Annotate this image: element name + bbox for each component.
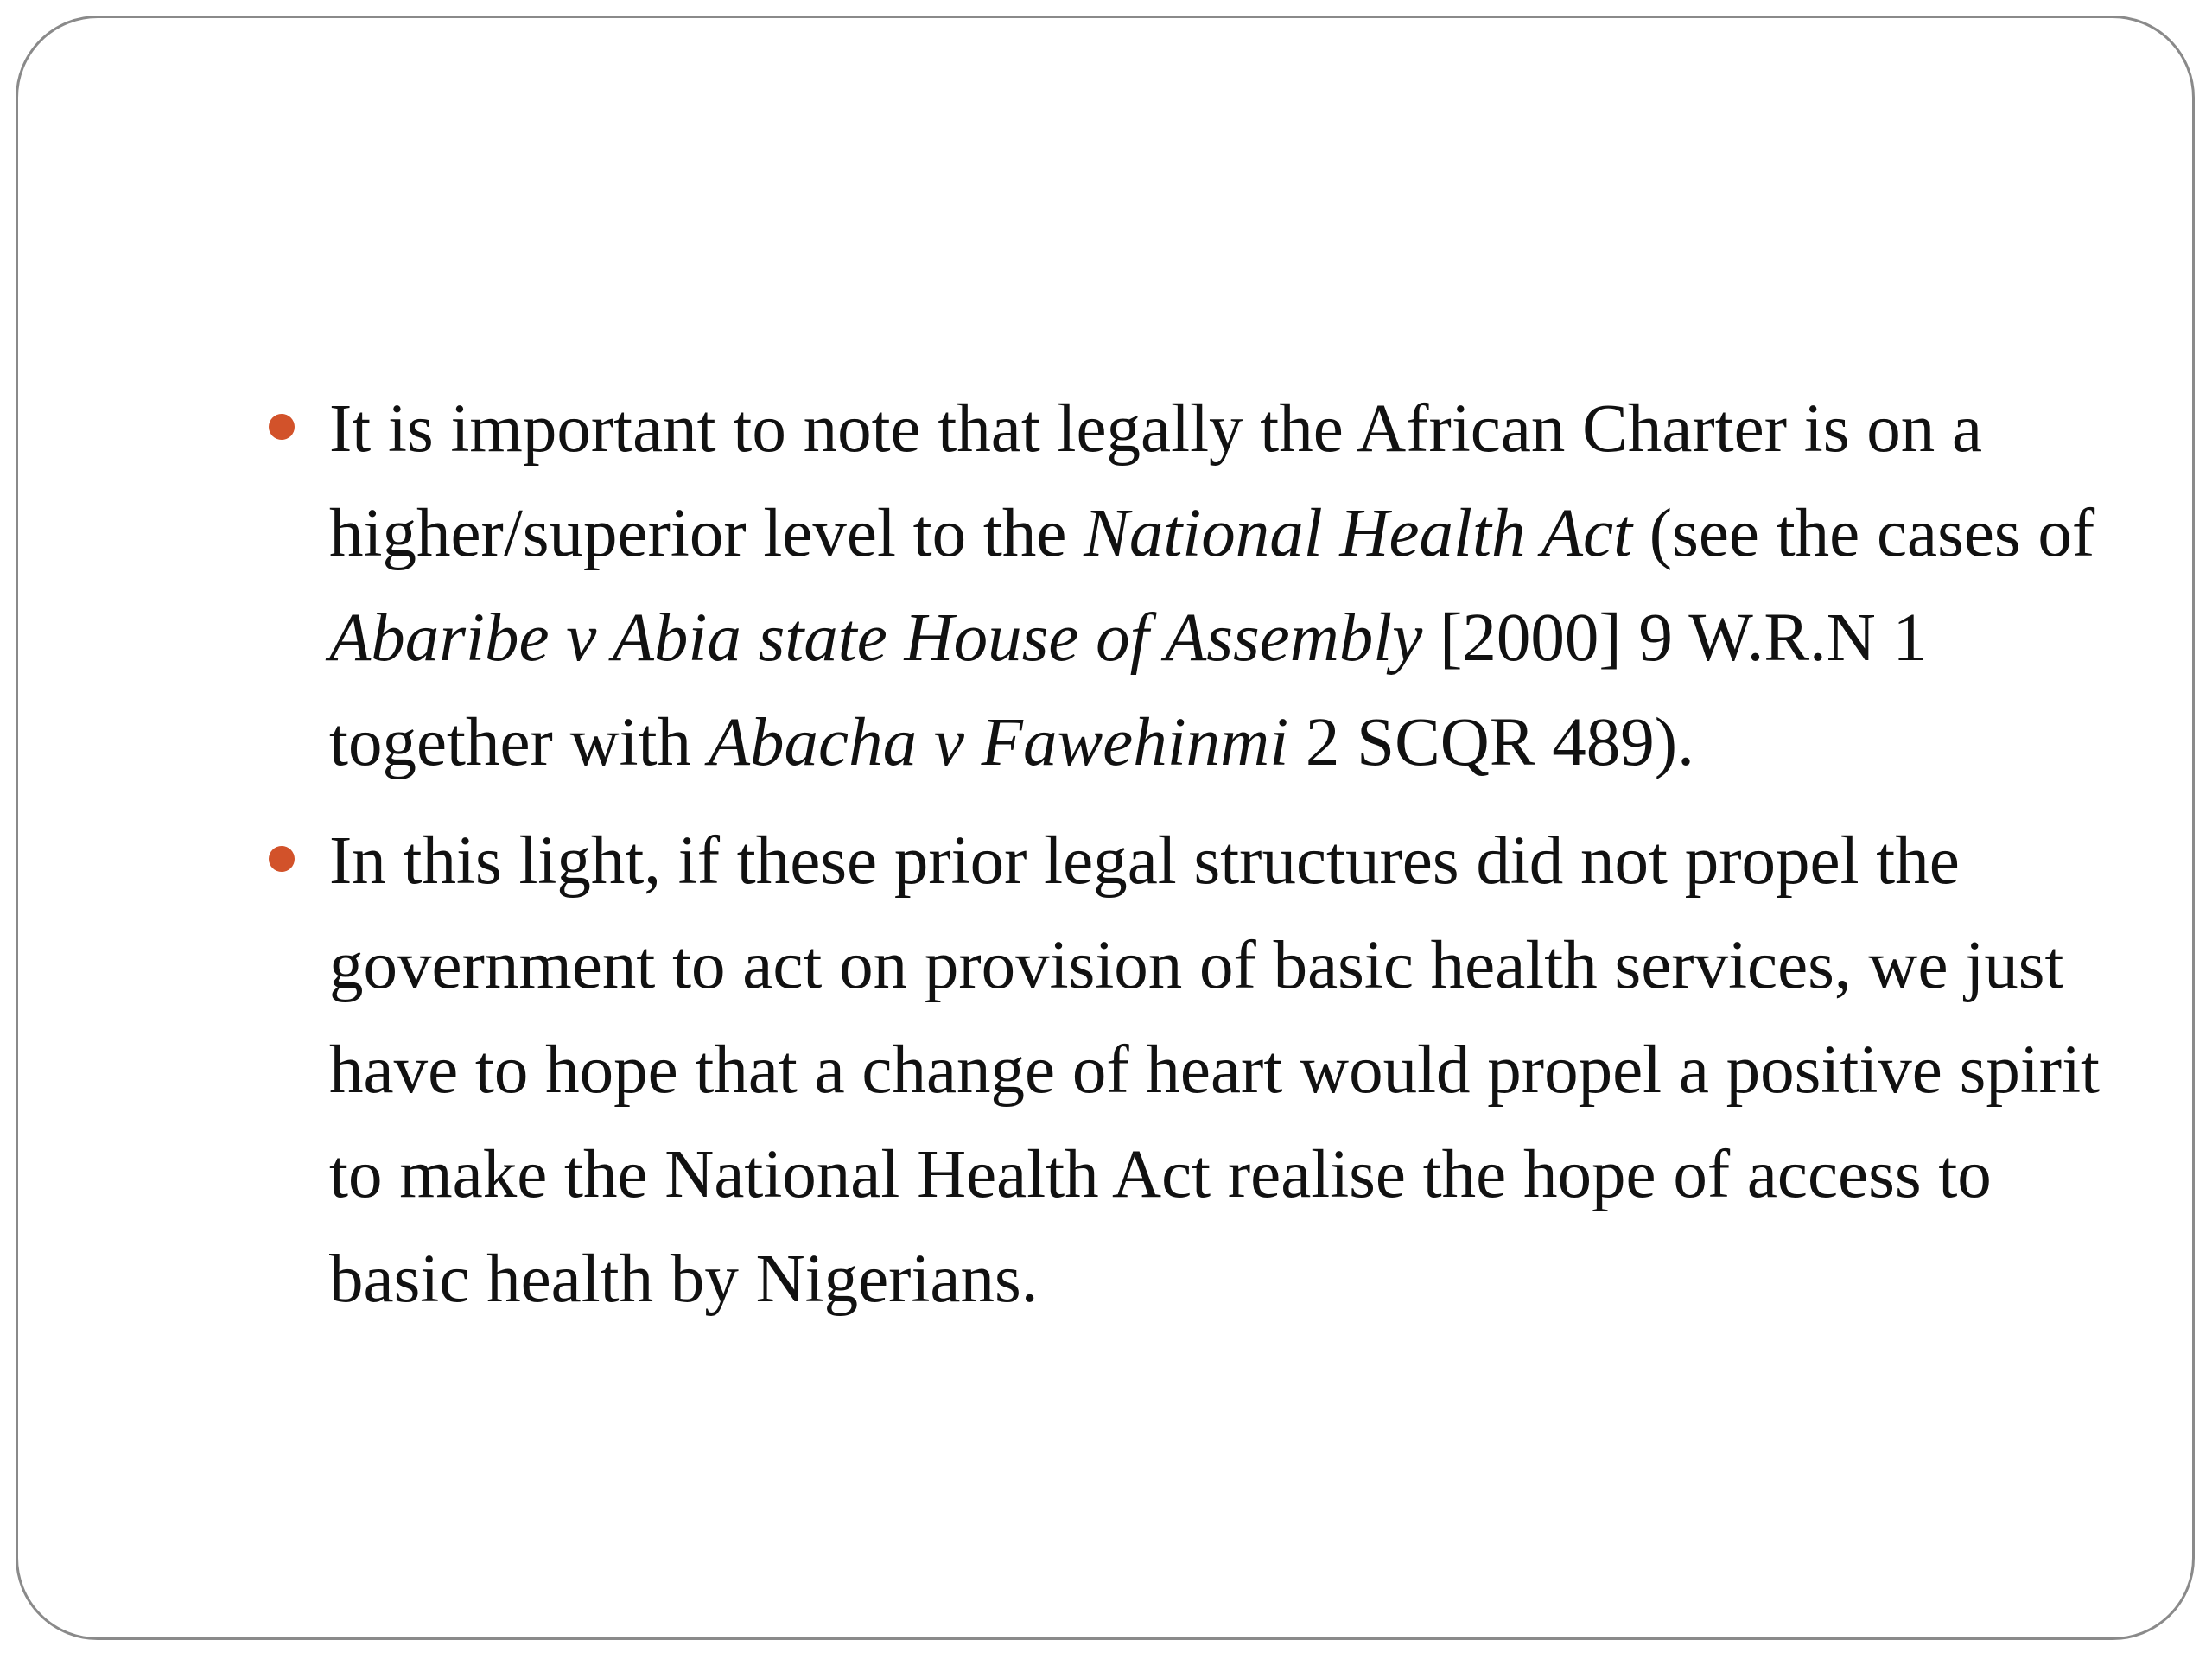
slide-body bbox=[269, 377, 2135, 1332]
bullet-dot-icon bbox=[269, 846, 295, 872]
case-reference: National Health Act bbox=[1084, 496, 1633, 571]
slide-frame bbox=[16, 16, 2195, 1640]
case-reference: Abacha v Fawehinmi bbox=[708, 705, 1289, 780]
bullet-2-text: In this light, if these prior legal structures did not propel the government to act on provision of basic health services, we just have to hope that a change of heart would propel a positive spirit to make the National Health Act realise the hope of access to basic health by Nigerians. bbox=[329, 823, 2100, 1317]
bullet-dot-icon bbox=[269, 414, 295, 440]
bullet-item-2 bbox=[269, 809, 2135, 1332]
bullet-item-1 bbox=[269, 377, 2135, 795]
case-reference: Abaribe v Abia state House of Assembly bbox=[329, 601, 1423, 676]
bullet-1-text: It is important to note that legally the African Charter is on a higher/superior level to the National Health Act (see the cases of Abaribe v Abia state House of Assembly [2000] 9 W.R.N 1 together with Abacha v Fawehinmi 2 SCQR 489). bbox=[329, 391, 2095, 780]
